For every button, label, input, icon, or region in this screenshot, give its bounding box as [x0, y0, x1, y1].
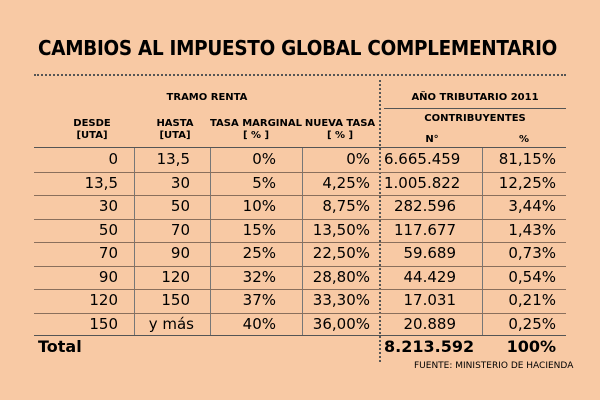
cell-hasta: y más	[148, 314, 194, 333]
cell-desde: 30	[98, 197, 118, 215]
cell-hasta: 30	[170, 173, 190, 192]
cell-hasta: 150	[161, 291, 190, 309]
cell-tasa: 15%	[242, 220, 276, 239]
cell-n: 17.031	[403, 291, 456, 309]
header-bottom-rule	[34, 147, 566, 148]
contribuyentes-header: CONTRIBUYENTES	[424, 113, 526, 124]
cell-tasa: 25%	[242, 244, 276, 262]
cell-pct: 0,54%	[508, 267, 556, 286]
cell-tasa: 5%	[252, 173, 276, 192]
tasa-marginal-header	[210, 118, 302, 142]
hasta-unit: [UTA]	[159, 130, 191, 141]
cell-pct: 3,44%	[508, 197, 556, 215]
cell-nueva: 36,00%	[312, 314, 370, 333]
anio-tributario-header: AÑO TRIBUTARIO 2011	[411, 92, 539, 103]
cell-pct: 1,43%	[508, 220, 556, 239]
cell-pct: 81,15%	[498, 150, 556, 168]
nueva-tasa-header	[302, 118, 378, 142]
cell-tasa: 0%	[252, 150, 276, 168]
cell-n: 59.689	[403, 244, 456, 262]
cell-desde: 150	[89, 314, 118, 333]
cell-pct: 0,21%	[508, 291, 556, 309]
cell-desde: 50	[98, 220, 118, 239]
desde-unit: [UTA]	[76, 130, 108, 141]
cell-tasa: 32%	[242, 267, 276, 286]
tasa-marginal-label: TASA MARGINAL	[210, 118, 303, 129]
desde-header	[62, 118, 122, 142]
cell-pct: 12,25%	[498, 173, 556, 192]
nueva-tasa-unit: [ % ]	[326, 130, 354, 141]
section-divider	[379, 80, 381, 362]
cell-pct: 0,25%	[508, 314, 556, 333]
cell-n: 20.889	[403, 314, 456, 333]
cell-nueva: 4,25%	[322, 173, 370, 192]
hasta-label: HASTA	[156, 118, 194, 129]
title-divider	[34, 74, 566, 76]
total-porcentaje: 100%	[506, 337, 556, 356]
cell-hasta: 90	[170, 244, 190, 262]
cell-tasa: 37%	[242, 291, 276, 309]
cell-n: 44.429	[403, 267, 456, 286]
cell-n: 1.005.822	[384, 173, 461, 192]
tramo-renta-header: TRAMO RENTA	[166, 92, 248, 103]
cell-nueva: 28,80%	[312, 267, 370, 286]
total-label: Total	[38, 337, 82, 356]
cell-n: 6.665.459	[384, 150, 461, 168]
source-note: FUENTE: MINISTERIO DE HACIENDA	[414, 361, 574, 371]
page-title: CAMBIOS AL IMPUESTO GLOBAL COMPLEMENTARIO	[38, 36, 558, 60]
cell-nueva: 13,50%	[312, 220, 370, 239]
desde-label: DESDE	[73, 118, 111, 129]
nueva-tasa-label: NUEVA TASA	[304, 118, 376, 129]
numero-header: N°	[425, 134, 439, 145]
cell-n: 282.596	[393, 197, 456, 215]
hasta-header	[145, 118, 205, 142]
cell-desde: 70	[98, 244, 118, 262]
cell-desde: 0	[108, 150, 118, 168]
cell-hasta: 70	[170, 220, 190, 239]
cell-hasta: 50	[170, 197, 190, 215]
total-contribuyentes: 8.213.592	[384, 337, 475, 356]
cell-pct: 0,73%	[508, 244, 556, 262]
cell-nueva: 22,50%	[312, 244, 370, 262]
porcentaje-header: %	[518, 134, 530, 145]
cell-tasa: 40%	[242, 314, 276, 333]
tasa-marginal-unit: [ % ]	[242, 130, 270, 141]
cell-nueva: 8,75%	[322, 197, 370, 215]
cell-nueva: 0%	[346, 150, 370, 168]
cell-n: 117.677	[393, 220, 456, 239]
cell-hasta: 120	[161, 267, 190, 286]
cell-desde: 13,5	[84, 173, 118, 192]
total-top-rule	[34, 335, 566, 336]
cell-nueva: 33,30%	[312, 291, 370, 309]
cell-tasa: 10%	[242, 197, 276, 215]
header-rule	[384, 108, 566, 109]
cell-hasta: 13,5	[156, 150, 190, 168]
cell-desde: 90	[98, 267, 118, 286]
cell-desde: 120	[89, 291, 118, 309]
